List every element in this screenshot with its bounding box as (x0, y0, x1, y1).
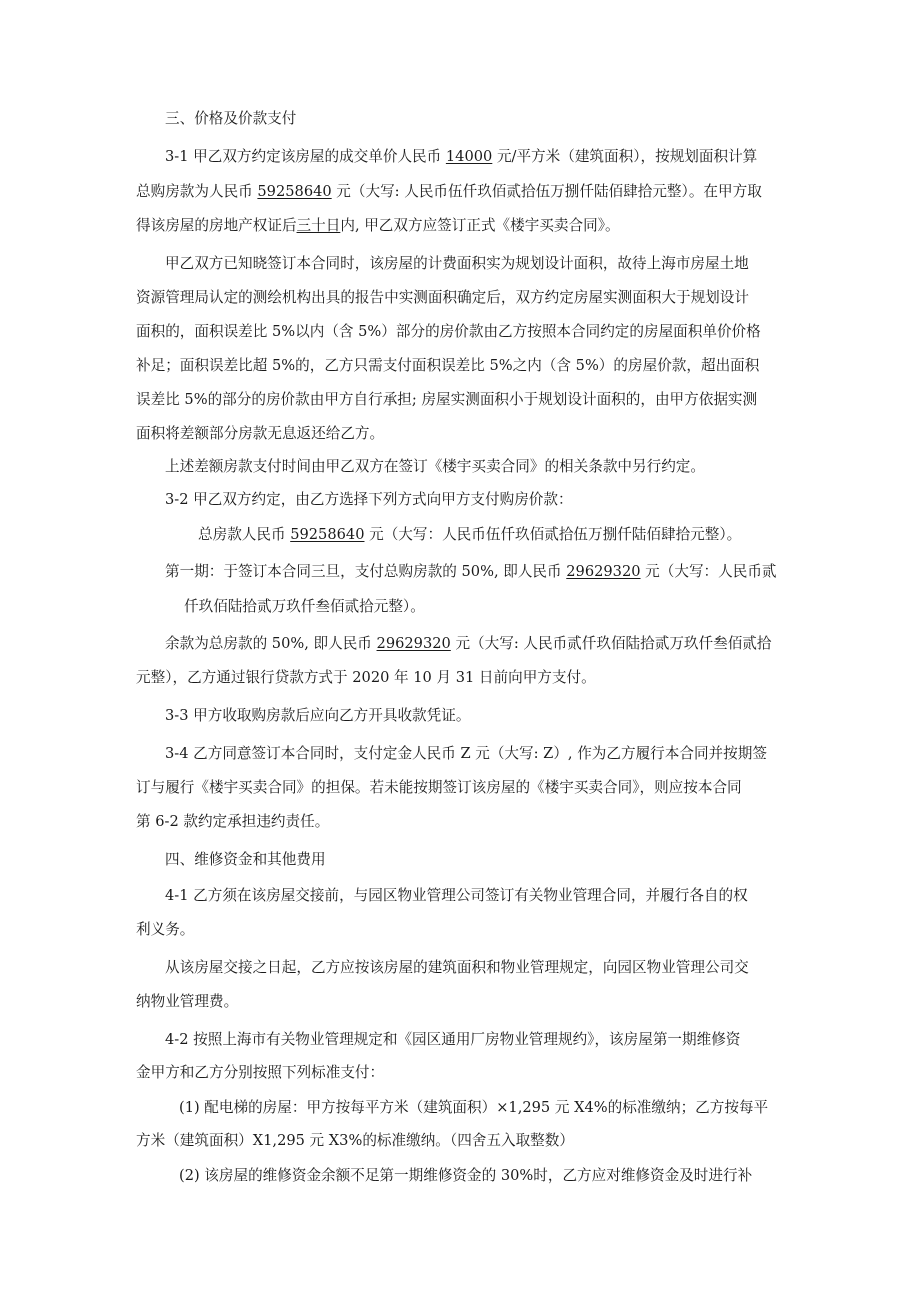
area-paragraph-line-2: 资源管理局认定的测绘机构出具的报告中实测面积确定后，双方约定房屋实测面积大于规划设计 (136, 289, 749, 306)
balance-line-2: 元整），乙方通过银行贷款方式于 2020 年 10 月 31 日前向甲方支付。 (136, 669, 596, 686)
balance-line-1: 余款为总房款的 50%, 即人民币 29629320 元（大写: 人民币贰仟玖佰陆拾贰万玖仟叁佰贰拾 (165, 635, 772, 652)
total-payment-line: 总房款人民币 59258640 元（大写：人民币伍仟玖佰贰拾伍万捌仟陆佰肆拾元整）。 (198, 526, 742, 543)
clause-4-2-line-1: 4-2 按照上海市有关物业管理规定和《园区通用厂房物业管理规约》，该房屋第一期维修资 (165, 1031, 741, 1048)
clause-3-4-line-3: 第 6-2 款约定承担违约责任。 (136, 813, 330, 830)
management-fee-line-2: 纳物业管理费。 (136, 993, 239, 1010)
total-price: 59258640 (257, 183, 332, 200)
clause-3-2: 3-2 甲乙双方约定，由乙方选择下列方式向甲方支付购房价款： (165, 491, 573, 508)
section-3-heading: 三、价格及价款支付 (165, 110, 297, 127)
clause-4-1-line-1: 4-1 乙方须在该房屋交接前，与园区物业管理公司签订有关物业管理合同，并履行各自的权 (165, 887, 748, 904)
clause-3-4-line-2: 订与履行《楼宇买卖合同》的担保。若未能按期签订该房屋的《楼宇买卖合同》，则应按本合同 (136, 779, 742, 796)
management-fee-line-1: 从该房屋交接之日起，乙方应按该房屋的建筑面积和物业管理规定，向园区物业管理公司交 (165, 959, 749, 976)
area-paragraph-line-1: 甲乙双方已知晓签订本合同时，该房屋的计费面积实为规划设计面积，故待上海市房屋土地 (165, 255, 749, 272)
item-1-line-1: (1) 配电梯的房屋：甲方按每平方米（建筑面积）×1,295 元 X4%的标准缴纳；乙方按每平 (179, 1099, 769, 1116)
difference-payment-note: 上述差额房款支付时间由甲乙双方在签订《楼宇买卖合同》的相关条款中另行约定。 (165, 458, 705, 475)
area-paragraph-line-6: 面积将差额部分房款无息返还给乙方。 (136, 425, 385, 442)
clause-4-1-line-2: 利义务。 (136, 921, 195, 938)
clause-3-4-line-1: 3-4 乙方同意签订本合同时，支付定金人民币 Z 元（大写: Z）, 作为乙方履行本合同并按期签 (165, 745, 767, 762)
clause-3-3: 3-3 甲方收取购房款后应向乙方开具收款凭证。 (165, 707, 471, 724)
unit-price: 14000 (445, 148, 493, 165)
clause-3-1-line-2: 总购房款为人民币 59258640 元（大写: 人民币伍仟玖佰贰拾伍万捌仟陆佰肆拾元整）。在甲方取 (136, 183, 762, 200)
first-installment-amount: 29629320 (566, 563, 641, 580)
first-installment-line-2: 仟玖佰陆拾贰万玖仟叁佰贰拾元整）。 (184, 598, 425, 615)
first-installment-line-1: 第一期：于签订本合同三旦，支付总购房款的 50%, 即人民币 29629320 元（大写：人民币贰 (165, 563, 777, 580)
item-1-line-2: 方米（建筑面积）X1,295 元 X3%的标准缴纳。（四舍五入取整数） (136, 1132, 574, 1149)
area-paragraph-line-4: 补足；面积误差比超 5%的，乙方只需支付面积误差比 5%之内（含 5%）的房屋价款，超出面积 (136, 357, 760, 374)
section-4-heading: 四、维修资金和其他费用 (165, 851, 326, 868)
balance-amount: 29629320 (376, 635, 451, 652)
area-paragraph-line-3: 面积的，面积误差比 5%以内（含 5%）部分的房价款由乙方按照本合同约定的房屋面积单价价格 (136, 323, 761, 340)
item-2-line-1: (2) 该房屋的维修资金余额不足第一期维修资金的 30%时，乙方应对维修资金及时进行补 (179, 1167, 753, 1184)
clause-3-1-line-1: 3-1 甲乙双方约定该房屋的成交单价人民币 14000 元/平方米（建筑面积），按规划面积计算 (165, 148, 758, 165)
contract-days: 三十日 (296, 217, 341, 234)
total-payment-amount: 59258640 (290, 526, 365, 543)
clause-3-1-line-3: 得该房屋的房地产权证后三十日内, 甲乙双方应签订正式《楼宇买卖合同》。 (136, 217, 620, 234)
clause-4-2-line-2: 金甲方和乙方分别按照下列标准支付： (136, 1064, 385, 1081)
area-paragraph-line-5: 误差比 5%的部分的房价款由甲方自行承担; 房屋实测面积小于规划设计面积的，由甲方依据实测 (136, 391, 758, 408)
